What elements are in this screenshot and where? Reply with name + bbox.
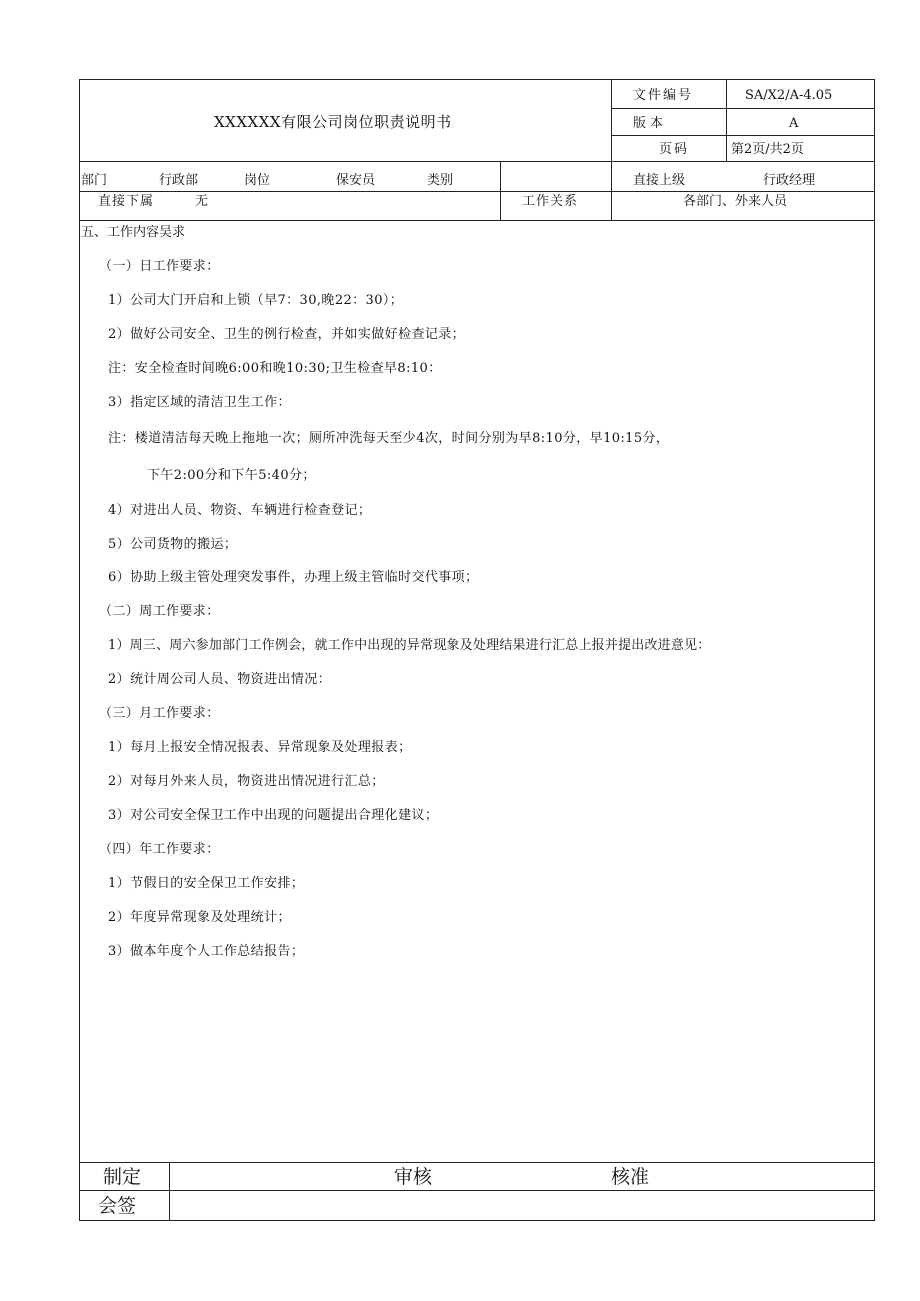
subordinate-value: 无 (195, 194, 209, 209)
rule (169, 1162, 170, 1221)
relation-value: 各部门、外来人员 (683, 194, 788, 209)
list-item: 5）公司货物的搬运； (108, 537, 238, 552)
rule (79, 1190, 875, 1191)
superior-label: 直接上级 (633, 173, 686, 188)
list-item: 下午2:00分和下午5:40分； (147, 468, 316, 483)
prepared-label: 制定 (103, 1166, 142, 1188)
list-item: 1）公司大门开启和上锁（早7：30,晚22：30）； (108, 293, 404, 308)
list-item: 3）对公司安全保卫工作中出现的问题提出合理化建议； (108, 808, 439, 823)
page-label: 页码 (659, 142, 690, 157)
approve-label: 核准 (611, 1166, 650, 1188)
post-label: 岗位 (244, 173, 271, 188)
rule (611, 135, 875, 136)
rule (79, 220, 875, 221)
list-item: 2）对每月外来人员，物资进出情况进行汇总； (108, 774, 385, 789)
doc-no-value: SA/X2/A-4.05 (745, 88, 833, 103)
page-value: 第2页/共2页 (731, 142, 804, 157)
list-item: 1）每月上报安全情况报表、异常现象及处理报表； (108, 740, 412, 755)
dept-value: 行政部 (159, 173, 199, 188)
list-item: 2）统计周公司人员、物资进出情况： (108, 672, 332, 687)
list-item: 3）做本年度个人工作总结报告； (108, 944, 305, 959)
weekly-title: （二）周工作要求： (99, 604, 220, 619)
list-item: 2）年度异常现象及处理统计； (108, 910, 291, 925)
section-title: 五、工作内容吴求 (81, 225, 186, 240)
list-item: 1）节假日的安全保卫工作安排； (108, 876, 305, 891)
page-title: XXXXXX有限公司岗位职责说明书 (214, 113, 452, 131)
dept-label: 部门 (81, 173, 108, 188)
category-label: 类别 (427, 173, 454, 188)
relation-label: 工作关系 (522, 194, 579, 209)
version-label: 版本 (633, 116, 668, 131)
post-value: 保安员 (336, 173, 376, 188)
daily-title: （一）日工作要求： (99, 259, 220, 274)
list-item: 注：安全检查时间晚6:00和晚10:30;卫生检查早8:10： (108, 361, 442, 376)
rule (79, 191, 875, 192)
doc-no-label: 文件编号 (633, 88, 694, 103)
review-label: 审核 (394, 1166, 433, 1188)
yearly-title: （四）年工作要求： (99, 842, 220, 857)
list-item: 4）对进出人员、物资、车辆进行检查登记； (108, 503, 372, 518)
countersign-label: 会签 (98, 1195, 137, 1217)
rule (79, 1162, 875, 1163)
list-item: 6）协助上级主管处理突发事件，办理上级主管临时交代事项； (108, 570, 479, 585)
rule (500, 161, 501, 221)
rule (611, 79, 612, 221)
superior-value: 行政经理 (763, 173, 816, 188)
monthly-title: （三）月工作要求： (99, 706, 220, 721)
rule (611, 108, 875, 109)
list-item: 注：楼道清洁每天晚上拖地一次；厕所冲洗每天至少4次，时间分别为早8:10分，早10:15分， (108, 431, 670, 446)
list-item: 1）周三、周六参加部门工作例会，就工作中出现的异常现象及处理结果进行汇总上报并提出改进意见： (108, 638, 711, 653)
list-item: 3）指定区域的清洁卫生工作： (108, 395, 291, 410)
subordinate-label: 直接下属 (98, 194, 155, 209)
rule (79, 161, 875, 162)
rule (726, 79, 727, 161)
version-value: A (789, 116, 799, 131)
list-item: 2）做好公司安全、卫生的例行检查，并如实做好检查记录； (108, 327, 466, 342)
